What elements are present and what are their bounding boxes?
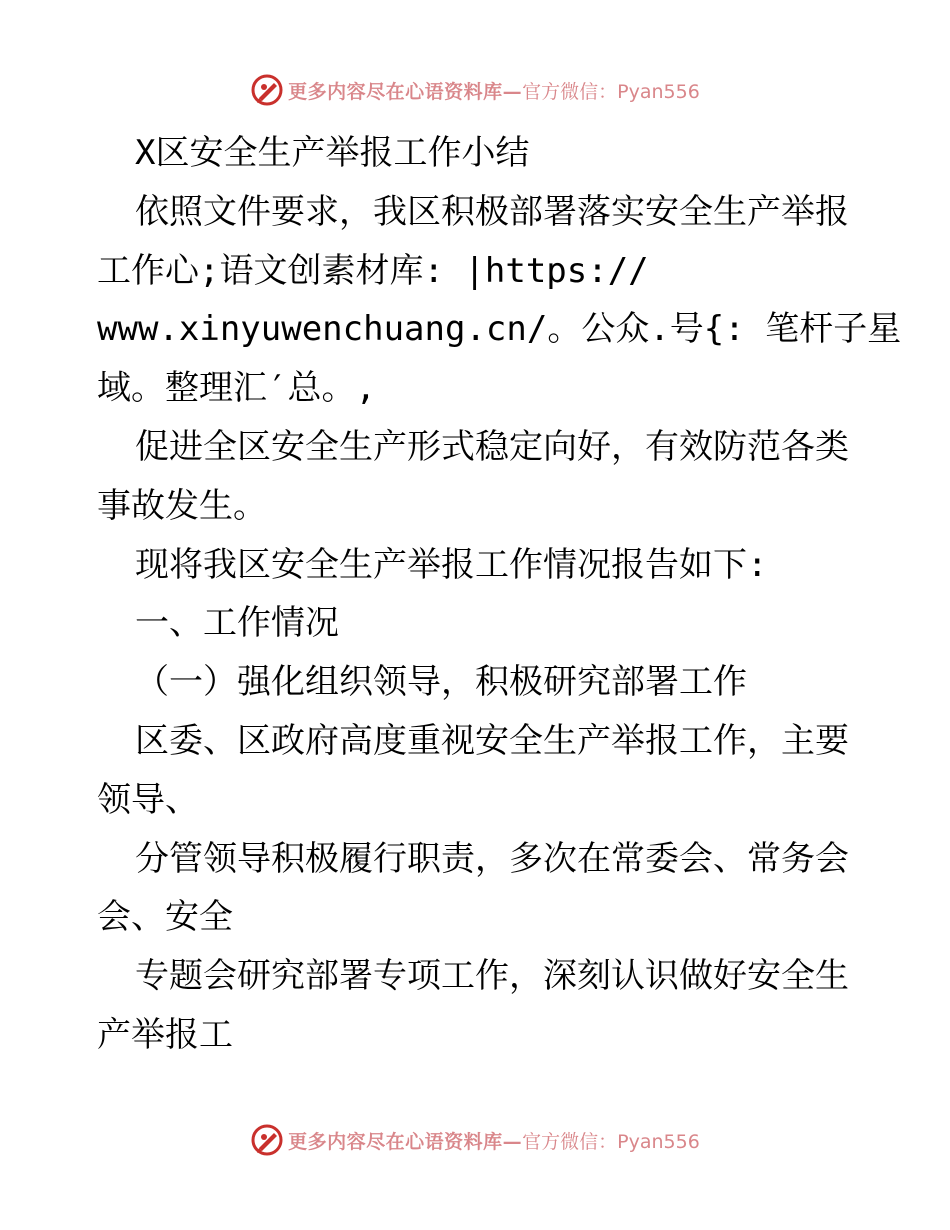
footer-banner-content: [250, 1123, 700, 1157]
pen-logo-icon: [250, 1123, 284, 1157]
paragraph-line: 工作心;语文创素材库: |https://: [97, 250, 649, 291]
document-title: X区安全生产举报工作小结: [135, 133, 530, 173]
pen-logo-icon: [250, 73, 284, 107]
paragraph-line: 事故发生。: [97, 485, 267, 526]
header-banner: [0, 68, 950, 112]
paragraph-line: 产举报工: [97, 1014, 233, 1055]
paragraph-line: 领导、: [97, 779, 199, 820]
paragraph-line: 现将我区安全生产举报工作情况报告如下:: [135, 544, 768, 585]
footer-banner: [0, 1118, 950, 1162]
subsection-heading: （一）强化组织领导，积极研究部署工作: [135, 662, 747, 703]
paragraph-line: 会、安全: [97, 897, 233, 938]
paragraph-line: 依照文件要求，我区积极部署落实安全生产举报: [135, 191, 849, 232]
document-body: [97, 124, 902, 1065]
paragraph-line: 专题会研究部署专项工作，深刻认识做好安全生: [135, 956, 849, 997]
paragraph-line: 促进全区安全生产形式稳定向好，有效防范各类: [135, 426, 849, 467]
paragraph-line: 区委、区政府高度重视安全生产举报工作，主要: [135, 720, 849, 761]
footer-banner-wechat: 官方微信：Pyan556: [522, 1130, 700, 1153]
paragraph-line: 域。整理汇′总。,: [97, 368, 376, 409]
paragraph-line: 分管领导积极履行职责，多次在常委会、常务会: [135, 838, 849, 879]
header-banner-wechat: 官方微信：Pyan556: [522, 80, 700, 103]
paragraph-line: www.xinyuwenchuang.cn/。公众.号{: 笔杆子星: [97, 309, 902, 350]
header-banner-text: 更多内容尽在心语资料库—: [288, 80, 523, 103]
footer-banner-text: 更多内容尽在心语资料库—: [288, 1130, 523, 1153]
section-heading: 一、工作情况: [135, 603, 339, 644]
header-banner-content: [250, 73, 700, 107]
